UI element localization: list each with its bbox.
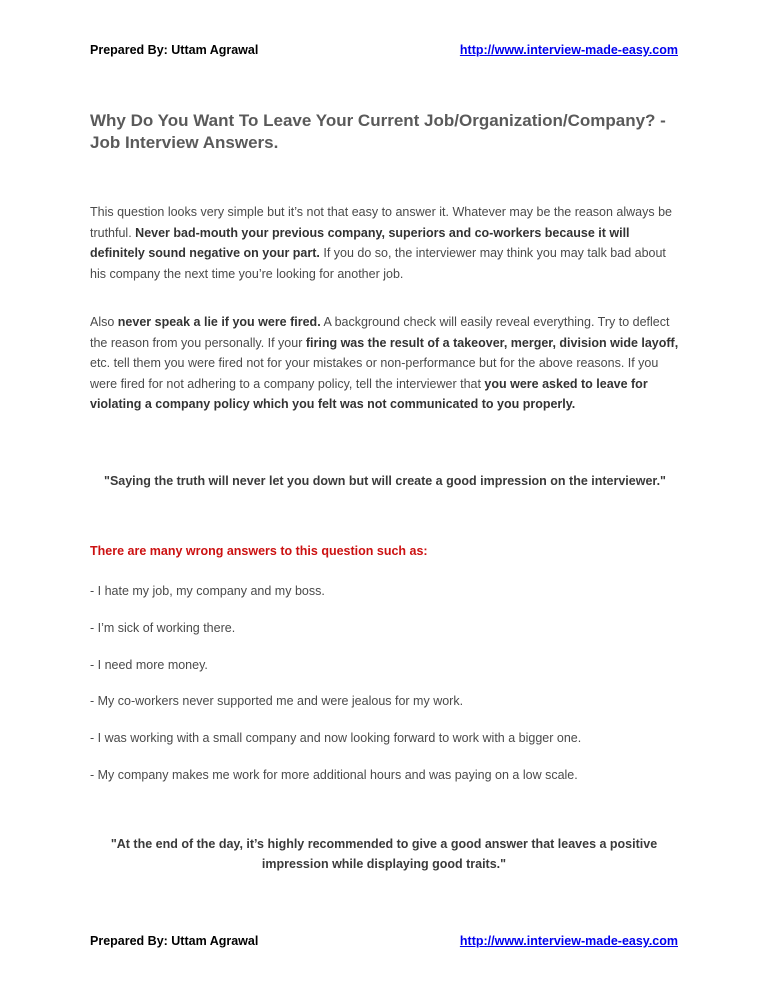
fired-bold-1: never speak a lie if you were fired. [117,315,321,329]
fired-paragraph [90,312,682,415]
header-website-link[interactable]: http://www.interview-made-easy.com [459,43,678,57]
fired-text-1: Also [90,315,118,329]
page-title: Why Do You Want To Leave Your Current Job/Organization/Company? - Job Interview Answers. [90,111,666,152]
wrong-answers-list [90,582,680,803]
intro-text-2: If you do so, the interviewer may think you may talk bad about his company the next time you’re looking for another job. [90,246,666,281]
list-item: - My co-workers never supported me and were jealous for my work. [90,694,464,709]
list-item: - I need more money. [90,657,208,672]
truth-quote: "Saying the truth will never let you down but will create a good impression on the interviewer." [104,474,666,488]
list-item: - I was working with a small company and now looking forward to work with a bigger one. [90,731,582,746]
list-item: - I’m sick of working there. [90,620,236,635]
intro-paragraph [90,202,682,284]
footer-prepared-by: Prepared By: Uttam Agrawal [90,934,259,948]
fired-text-3: etc. tell them you were fired not for your mistakes or non-performance but for the above reasons. If you were fired for not adhering to a company policy, tell the interviewer that [90,356,659,391]
closing-quote: "At the end of the day, it’s highly recommended to give a good answer that leaves a positive impression while displaying good traits." [110,837,658,871]
page-footer [90,934,678,950]
list-item: - My company makes me work for more additional hours and was paying on a low scale. [90,767,578,782]
list-item: - I hate my job, my company and my boss. [90,584,325,598]
header-prepared-by: Prepared By: Uttam Agrawal [90,43,259,57]
wrong-answers-heading: There are many wrong answers to this question such as: [90,544,428,558]
footer-website-link[interactable]: http://www.interview-made-easy.com [459,934,678,948]
intro-bold-1: Never bad-mouth your previous company, superiors and co-workers because it will definitely sound negative on your part. [90,225,630,260]
fired-text-2: A background check will easily reveal everything. Try to deflect the reason from you personally. If your [90,315,670,350]
intro-text-1: This question looks very simple but it’s not that easy to answer it. Whatever may be the reason always be truthful. [90,205,672,240]
fired-bold-2: firing was the result of a takeover, merger, division wide layoff, [305,335,679,350]
page-header [90,43,678,59]
fired-bold-3: you were asked to leave for violating a company policy which you felt was not communicated to you properly. [90,376,648,411]
